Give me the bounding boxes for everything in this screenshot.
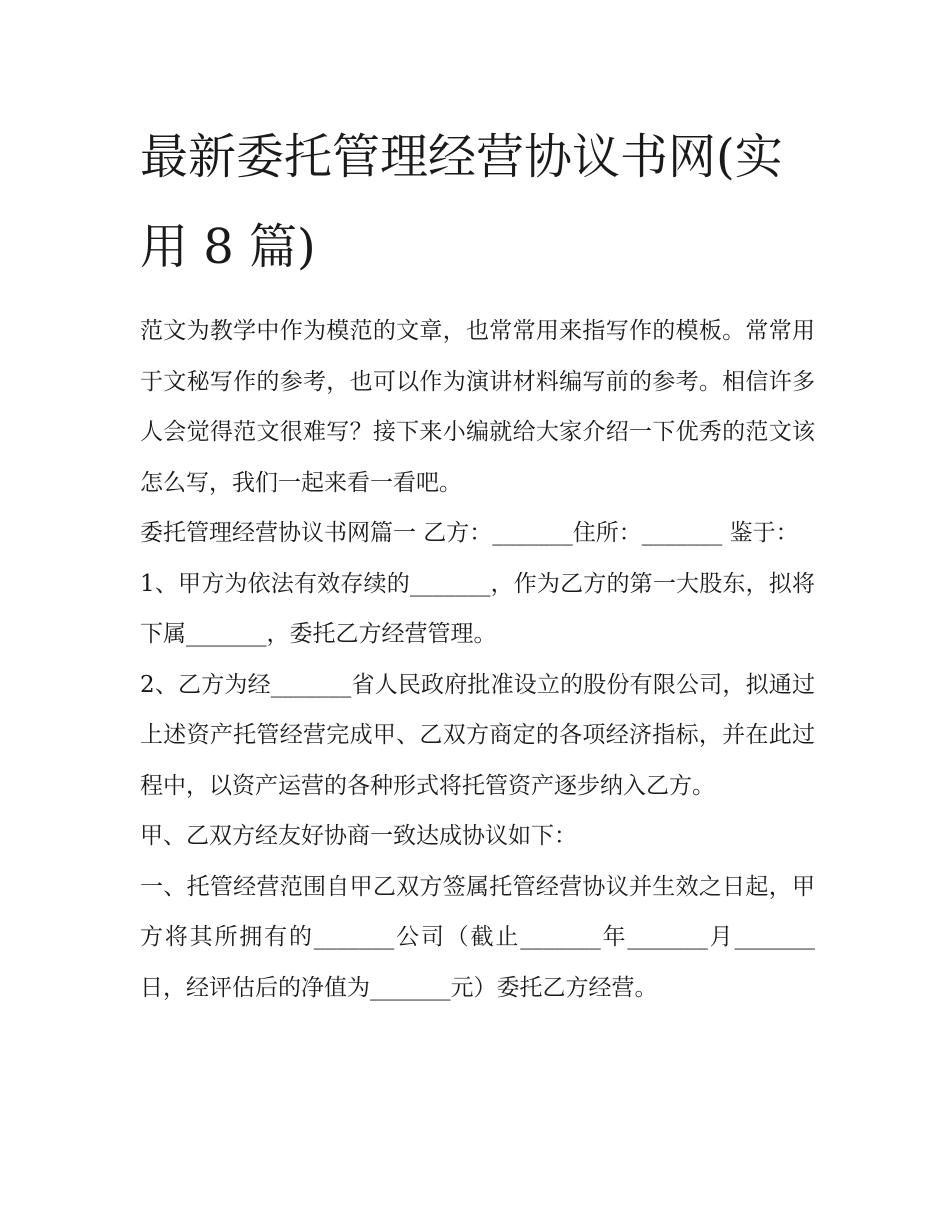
section-heading-paragraph: 委托管理经营协议书网篇一 乙方：_______住所：_______ 鉴于： (140, 520, 799, 546)
document-page (140, 112, 815, 1013)
agreement-paragraph: 甲、乙双方经友好协商一致达成协议如下： (140, 823, 577, 849)
clause-1-paragraph: 1、甲方为依法有效存续的_______，作为乙方的第一大股东，拟将下属_______，委托乙方经营管理。 (140, 570, 815, 647)
intro-paragraph: 范文为教学中作为模范的文章，也常常用来指写作的模板。常常用于文秘写作的参考，也可以作为演讲材料编写前的参考。相信许多人会觉得范文很难写？接下来小编就给大家介绍一下优秀的范文该怎么写，我们一起来看一看吧。 (140, 318, 815, 496)
document-title: 最新委托管理经营协议书网(实用 8 篇) (140, 129, 783, 275)
scope-paragraph: 一、托管经营范围自甲乙双方签属托管经营协议并生效之日起，甲方将其所拥有的_______公司（截止_______年_______月_______日，经评估后的净值为_______元）委托乙方经营。 (140, 873, 815, 1001)
clause-2-paragraph: 2、乙方为经_______省人民政府批准设立的股份有限公司，拟通过上述资产托管经营完成甲、乙双方商定的各项经济指标，并在此过程中，以资产运营的各种形式将托管资产逐步纳入乙方。 (140, 671, 815, 799)
document-body (140, 306, 815, 1013)
